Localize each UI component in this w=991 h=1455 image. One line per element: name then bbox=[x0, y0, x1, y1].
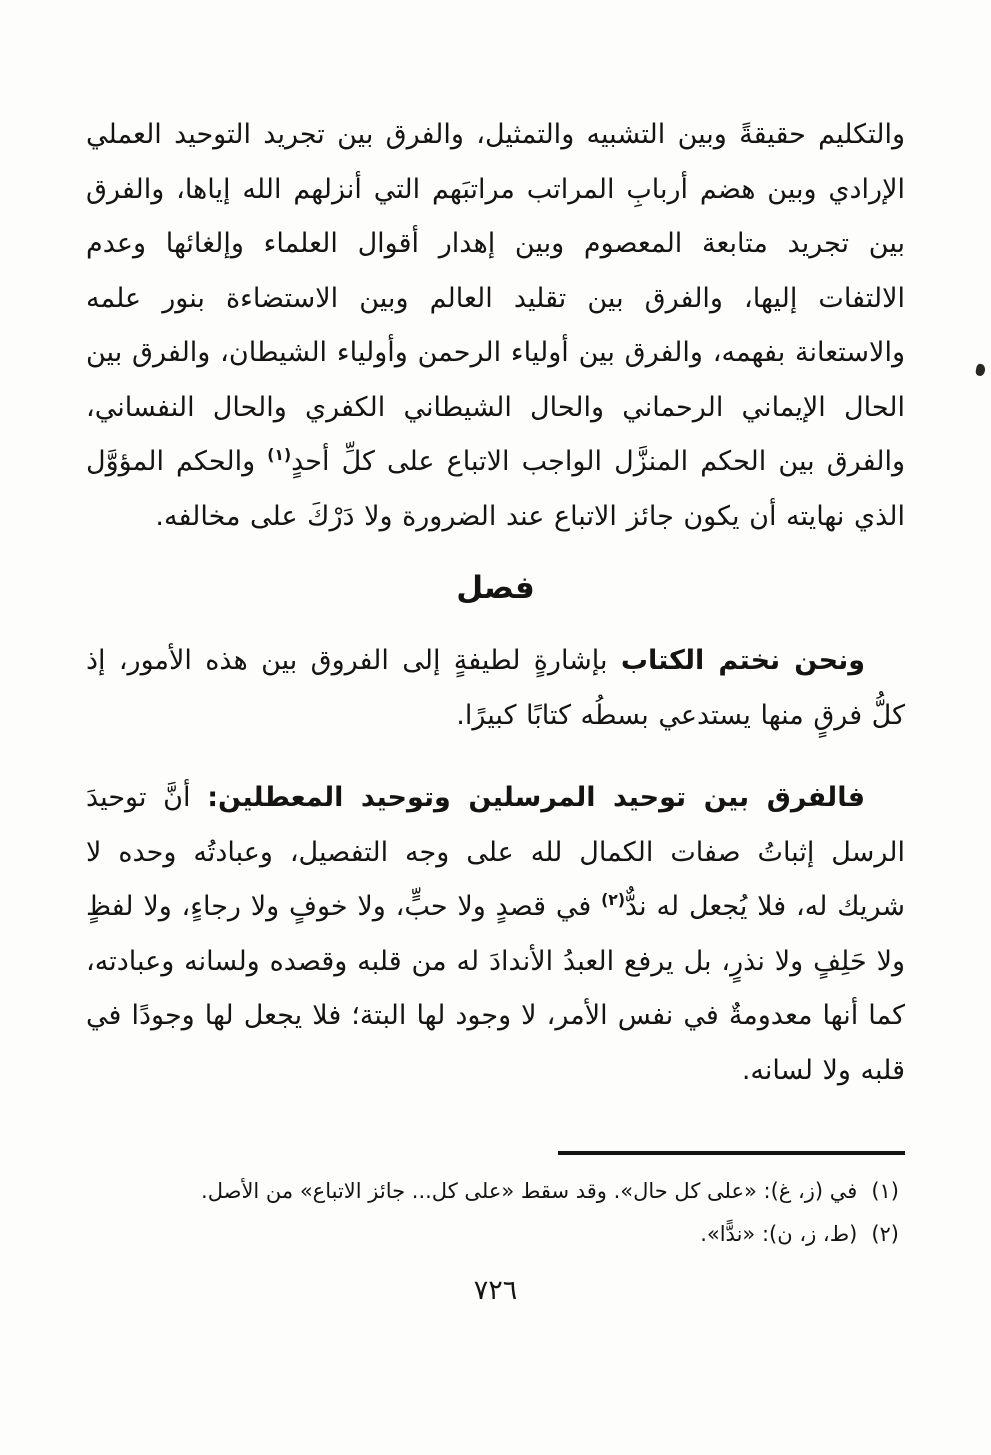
paragraph-2-text: بإشارةٍ لطيفةٍ إلى الفروق بين هذه الأمور، إذ كلُّ فرقٍ منها يستدعي بسطُه كتابًا كبيرًا. bbox=[86, 645, 905, 731]
paragraph-1-text-a: والتكليم حقيقةً وبين التشبيه والتمثيل، والفرق بين تجريد التوحيد العملي الإرادي وبين هضم أربابِ المراتب مراتبَهم التي أنزلهم الله إياها، والفرق بين تجريد متابعة المعصوم وبين إهدار أقوال العلماء وإلغائها وعدم الالتفات إليها، والفرق بين تقليد العالم وبين الاستضاءة بنور علمه والاستعانة بفهمه، والفرق بين أولياء الرحمن وأولياء الشيطان، والفرق بين الحال الإيماني الرحماني والحال الشيطاني الكفري والحال النفساني، والفرق بين الحكم المنزَّل الواجب الاتباع على كلِّ أحدٍ bbox=[86, 119, 905, 478]
paragraph-3-text-b: في قصدٍ ولا حبٍّ، ولا خوفٍ ولا رجاءٍ، ولا لفظٍ ولا حَلِفٍ ولا نذرٍ، بل يرفع العبدُ الأندادَ له من قلبه وقصده ولسانه وعبادته، كما أنها معدومةٌ في نفس الأمر، لا وجود لها البتة؛ فلا يجعل لها وجودًا في قلبه ولا لسانه. bbox=[86, 891, 905, 1086]
paragraph-3 bbox=[86, 771, 905, 1098]
footnote-separator bbox=[558, 1151, 905, 1155]
paragraph-2 bbox=[86, 634, 905, 743]
page-body bbox=[86, 108, 905, 1099]
paragraph-3-lead: فالفرق بين توحيد المرسلين وتوحيد المعطلين: bbox=[207, 782, 866, 814]
paragraph-1 bbox=[86, 108, 905, 544]
footnote-ref-2: (٢) bbox=[601, 890, 625, 910]
paragraph-1-text-b: والحكم المؤوَّل الذي نهايته أن يكون جائز الاتباع عند الضرورة ولا دَرْكَ على مخالفه. bbox=[86, 446, 905, 532]
footnote-1 bbox=[86, 1173, 905, 1210]
footnote-1-marker: (١) bbox=[871, 1178, 899, 1203]
paragraph-3-text-a: أنَّ توحيدَ الرسل إثباتُ صفات الكمال لله على وجه التفصيل، وعبادتُه وحده لا شريك له، فلا يُجعل له ندٌّ bbox=[86, 782, 905, 923]
footnote-2-text: (ط، ز، ن): «ندًّا». bbox=[700, 1222, 858, 1247]
page-number: ٧٢٦ bbox=[473, 1275, 518, 1306]
page-footer bbox=[86, 1151, 905, 1307]
scan-artifact bbox=[975, 363, 986, 377]
footnote-1-text: في (ز، غ): «على كل حال». وقد سقط «على كل... جائز الاتباع» من الأصل. bbox=[201, 1178, 858, 1203]
section-heading: فصل bbox=[456, 570, 535, 607]
footnote-ref-1: (١) bbox=[267, 445, 292, 465]
footnote-2-marker: (٢) bbox=[871, 1222, 899, 1247]
paragraph-2-lead: ونحن نختم الكتاب bbox=[620, 645, 865, 677]
footnote-2 bbox=[86, 1216, 905, 1253]
